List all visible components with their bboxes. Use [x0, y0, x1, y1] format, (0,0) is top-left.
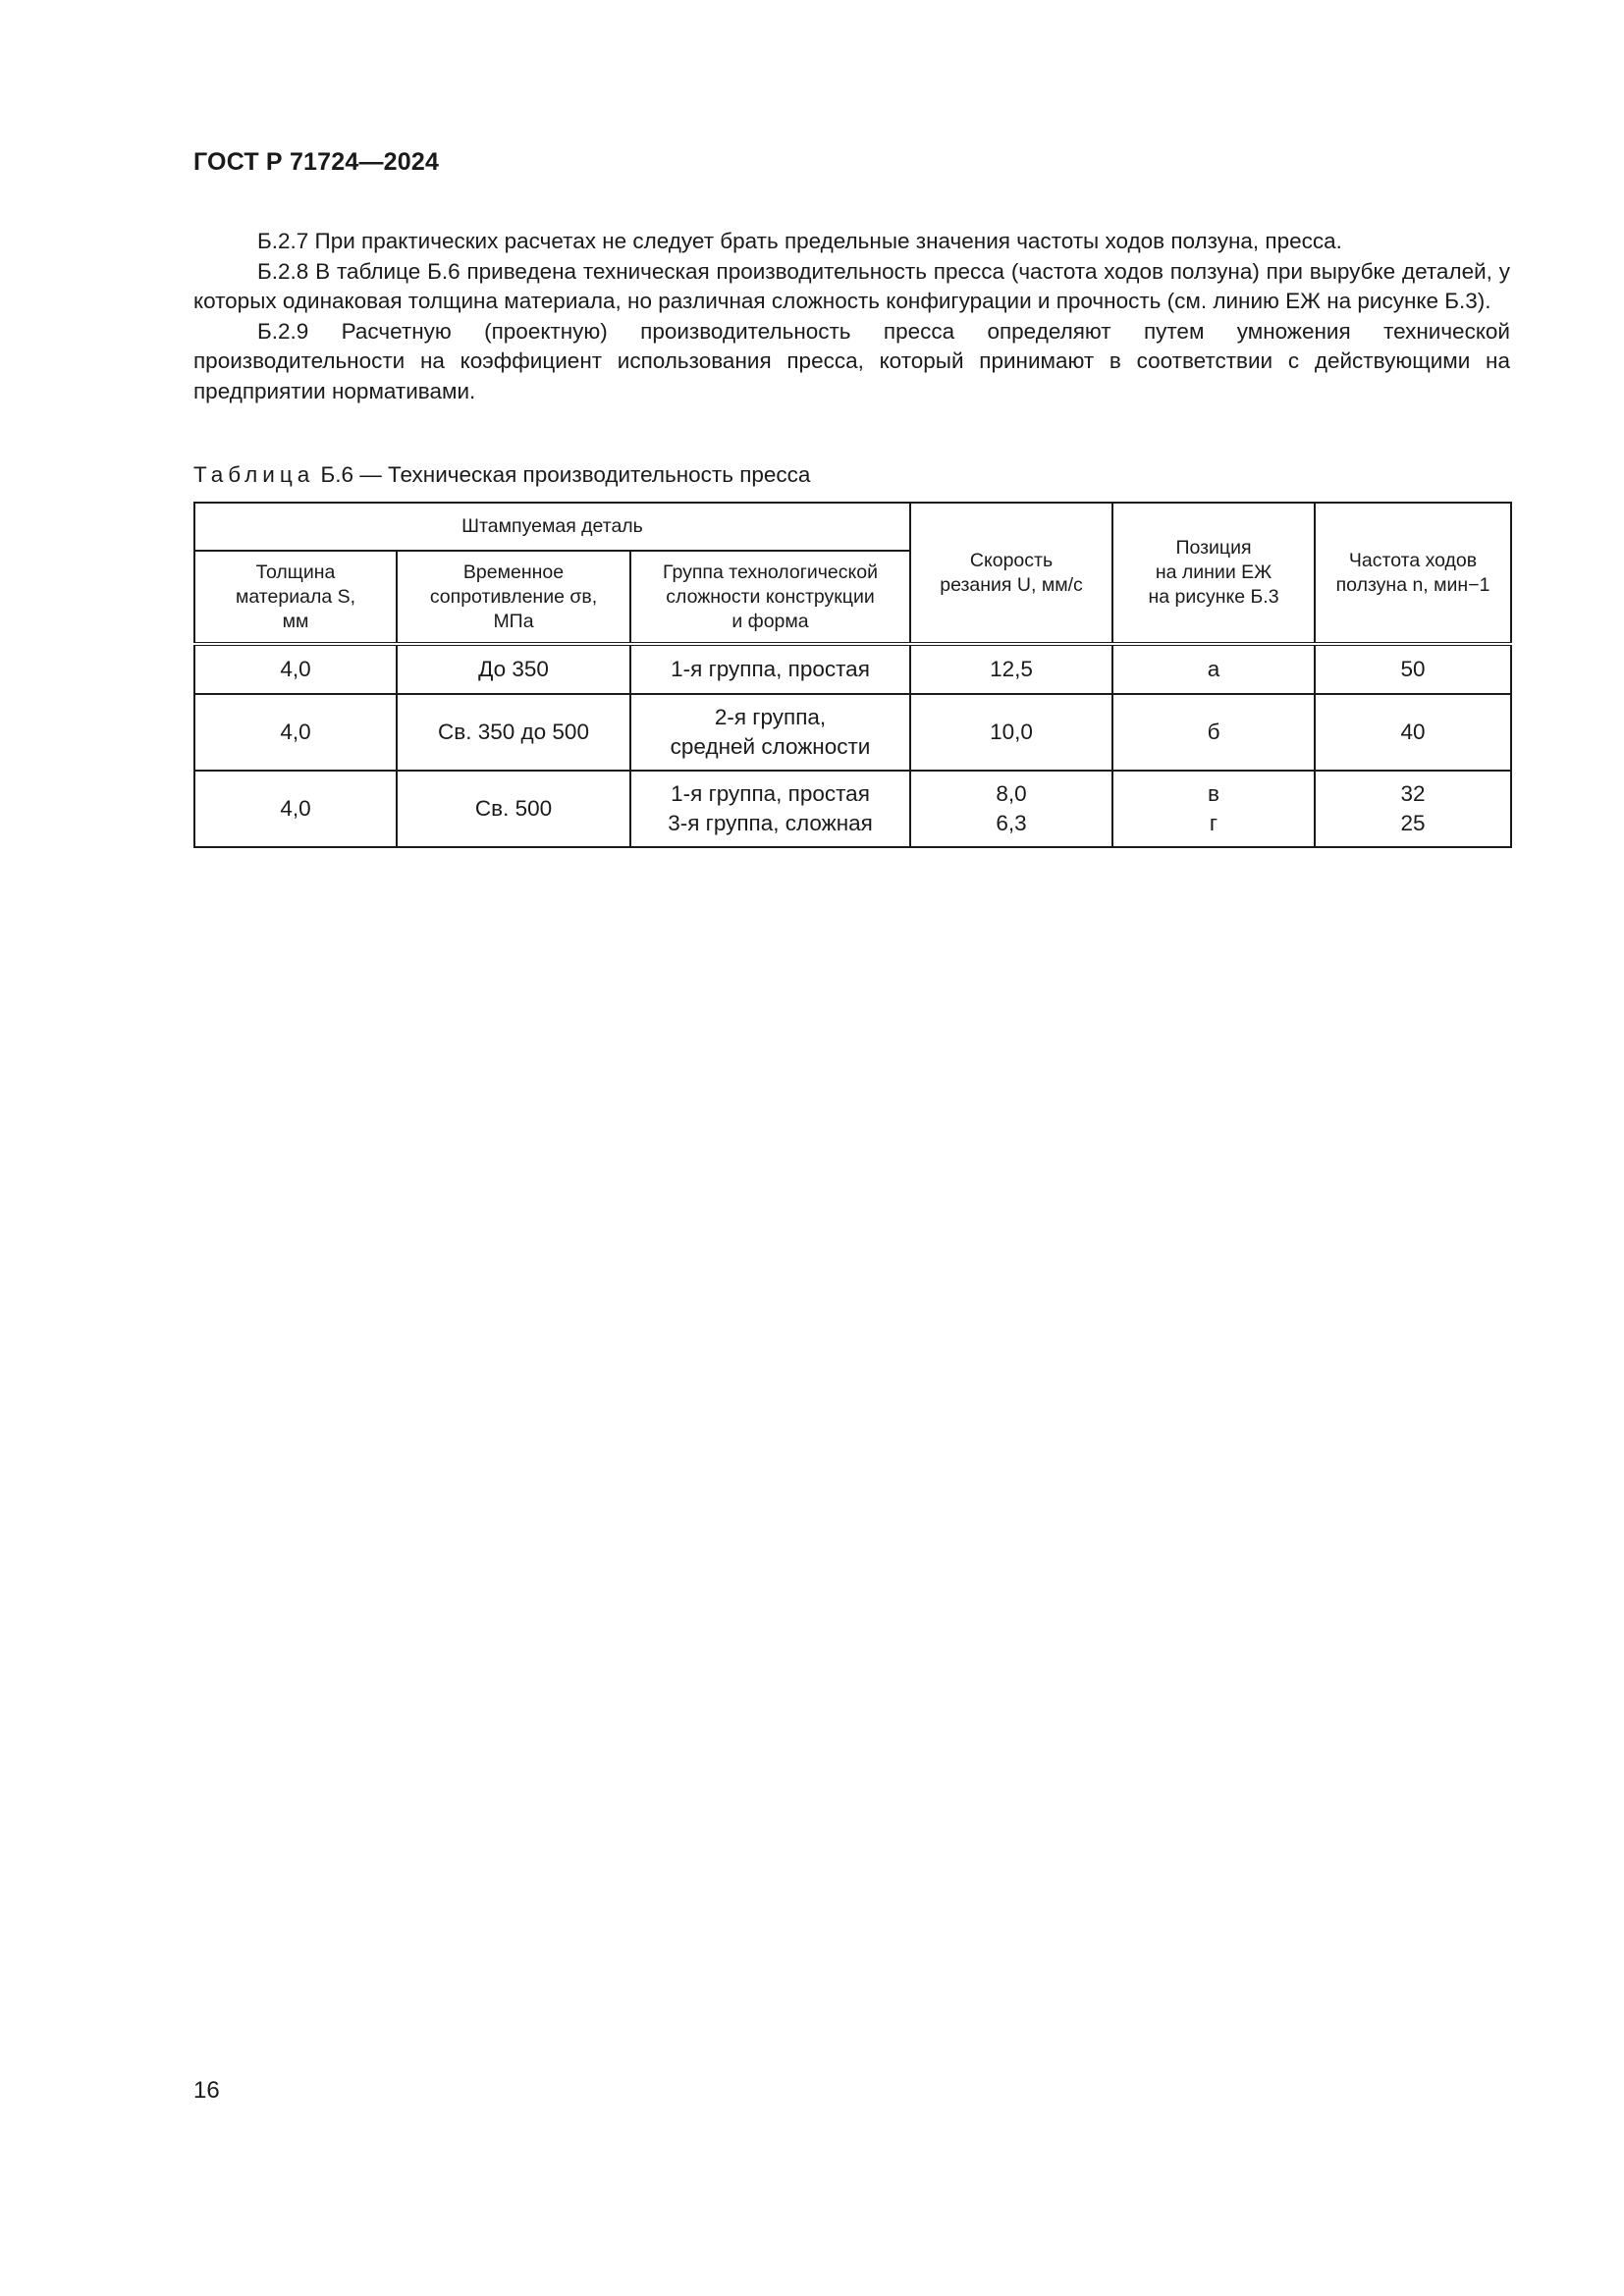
cell-complexity-group: 1-я группа, простая: [630, 644, 910, 694]
cell-frequency: 40: [1315, 694, 1511, 771]
cell-complexity-group: 1-я группа, простая 3-я группа, сложная: [630, 771, 910, 847]
table-row: [194, 644, 1511, 694]
cell-speed: 10,0: [910, 694, 1112, 771]
cell-speed: 12,5: [910, 644, 1112, 694]
page-number: 16: [193, 2077, 220, 2104]
paragraph-b29: Б.2.9 Расчетную (проектную) производительность пресса определяют путем умножения технической производительности на коэффициент использования пресса, который принимают в соответствии с действующими на предприятии нормативами.: [193, 318, 1510, 403]
cell-strength: До 350: [397, 644, 630, 694]
cell-position: а: [1112, 644, 1315, 694]
cell-complexity-group: 2-я группа, средней сложности: [630, 694, 910, 771]
table-caption-title: Б.6 — Техническая производительность пресса: [320, 462, 811, 487]
cell-thickness: 4,0: [194, 644, 397, 694]
cell-frequency: 50: [1315, 644, 1511, 694]
col-header-frequency: Частота ходов ползуна n, мин−1: [1315, 503, 1511, 644]
paragraph-b28: Б.2.8 В таблице Б.6 приведена техническая производительность пресса (частота ходов ползуна) при вырубке деталей, у которых одинаковая толщина материала, но различная сложность конфигурации и прочность (см. линию ЕЖ на рисунке Б.3).: [193, 258, 1510, 313]
col-header-thickness: Толщина материала S, мм: [194, 551, 397, 644]
performance-table: [193, 502, 1512, 848]
col-header-strength: Временное сопротивление σв, МПа: [397, 551, 630, 644]
document-header: ГОСТ Р 71724—2024: [193, 148, 440, 176]
cell-strength: Св. 350 до 500: [397, 694, 630, 771]
table-caption: [193, 462, 810, 488]
table-caption-word: Таблица: [193, 462, 315, 487]
cell-strength: Св. 500: [397, 771, 630, 847]
table-row: [194, 694, 1511, 771]
cell-frequency: 32 25: [1315, 771, 1511, 847]
table-row: [194, 771, 1511, 847]
col-header-speed: Скорость резания U, мм/с: [910, 503, 1112, 644]
cell-thickness: 4,0: [194, 694, 397, 771]
paragraph-b27: Б.2.7 При практических расчетах не следует брать предельные значения частоты ходов ползуна, пресса.: [257, 229, 1342, 253]
body-text: [193, 227, 1510, 406]
cell-position: б: [1112, 694, 1315, 771]
group-header-stamped-part: Штампуемая деталь: [194, 503, 910, 551]
col-header-position: Позиция на линии ЕЖ на рисунке Б.3: [1112, 503, 1315, 644]
cell-speed: 8,0 6,3: [910, 771, 1112, 847]
col-header-complexity-group: Группа технологической сложности конструкции и форма: [630, 551, 910, 644]
cell-thickness: 4,0: [194, 771, 397, 847]
cell-position: в г: [1112, 771, 1315, 847]
